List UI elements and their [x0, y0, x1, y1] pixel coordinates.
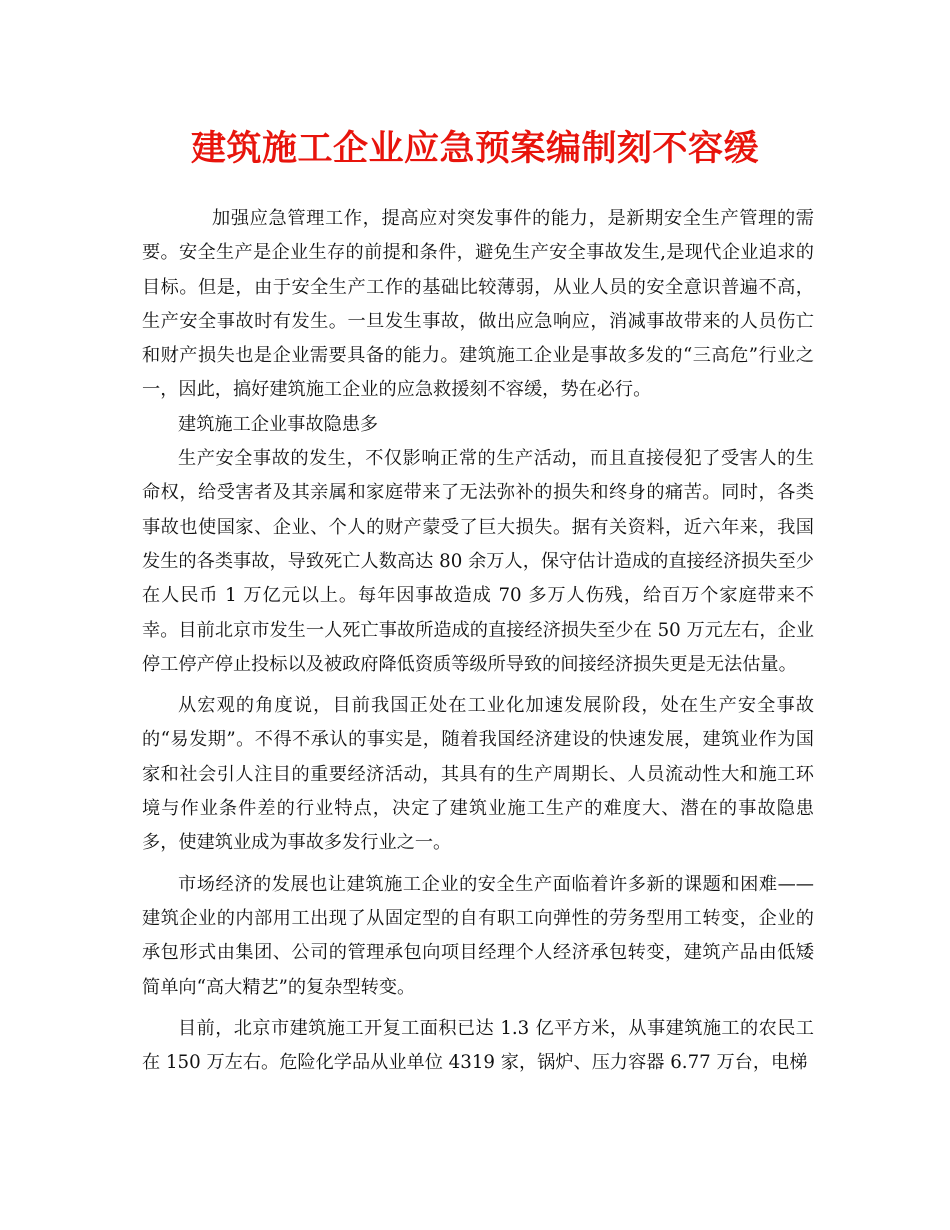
- paragraph-beijing: 目前，北京市建筑施工开复工面积已达 1.3 亿平方米，从事建筑施工的农民工在 150 万左右。危险化学品从业单位 4319 家，锅炉、压力容器 6.77 万台，电梯: [142, 1017, 814, 1074]
- paragraph-intro: 加强应急管理工作，提高应对突发事件的能力，是新期安全生产管理的需要。安全生产是企业生存的前提和条件，避免生产安全事故发生,是现代企业追求的目标。但是，由于安全生产工作的基础比较薄弱，从业人员的安全意识普遍不高，生产安全事故时有发生。一旦发生事故，做出应急响应，消减事故带来的人员伤亡和财产损失也是企业需要具备的能力。建筑施工企业是事故多发的“三高危”行业之一，因此，搞好建筑施工企业的应急救援刻不容缓，势在必行。: [142, 208, 814, 401]
- section-heading: 建筑施工企业事故隐患多: [178, 413, 379, 435]
- paragraph-macro: 从宏观的角度说，目前我国正处在工业化加速发展阶段，处在生产安全事故的“易发期”。不得不承认的事实是，随着我国经济建设的快速发展，建筑业作为国家和社会引人注目的重要经济活动，其具有的生产周期长、人员流动性大和施工环境与作业条件差的行业特点，决定了建筑业施工生产的难度大、潜在的事故隐患多，使建筑业成为事故多发行业之一。: [142, 695, 814, 854]
- paragraph-market: 市场经济的发展也让建筑施工企业的安全生产面临着许多新的课题和困难——建筑企业的内部用工出现了从固定型的自有职工向弹性的劳务型用工转变，企业的承包形式由集团、公司的管理承包向项目经理个人经济承包转变，建筑产品由低矮简单向“高大精艺”的复杂型转变。: [142, 873, 814, 998]
- paragraph-accidents: 生产安全事故的发生，不仅影响正常的生产活动，而且直接侵犯了受害人的生命权，给受害者及其亲属和家庭带来了无法弥补的损失和终身的痛苦。同时，各类事故也使国家、企业、个人的财产蒙受了巨大损失。据有关资料，近六年来，我国发生的各类事故，导致死亡人数高达 80 余万人，保守估计造成的直接经济损失至少在人民币 1 万亿元以上。每年因事故造成 70 多万人伤残，给百万个家庭带来不幸。目前北京市发生一人死亡事故所造成的直接经济损失至少在 50 万元左右，企业停工停产停止投标以及被政府降低资质等级所导致的间接经济损失更是无法估量。: [142, 448, 814, 675]
- document-title: 建筑施工企业应急预案编制刻不容缓: [190, 128, 759, 169]
- document-body: [142, 202, 814, 1080]
